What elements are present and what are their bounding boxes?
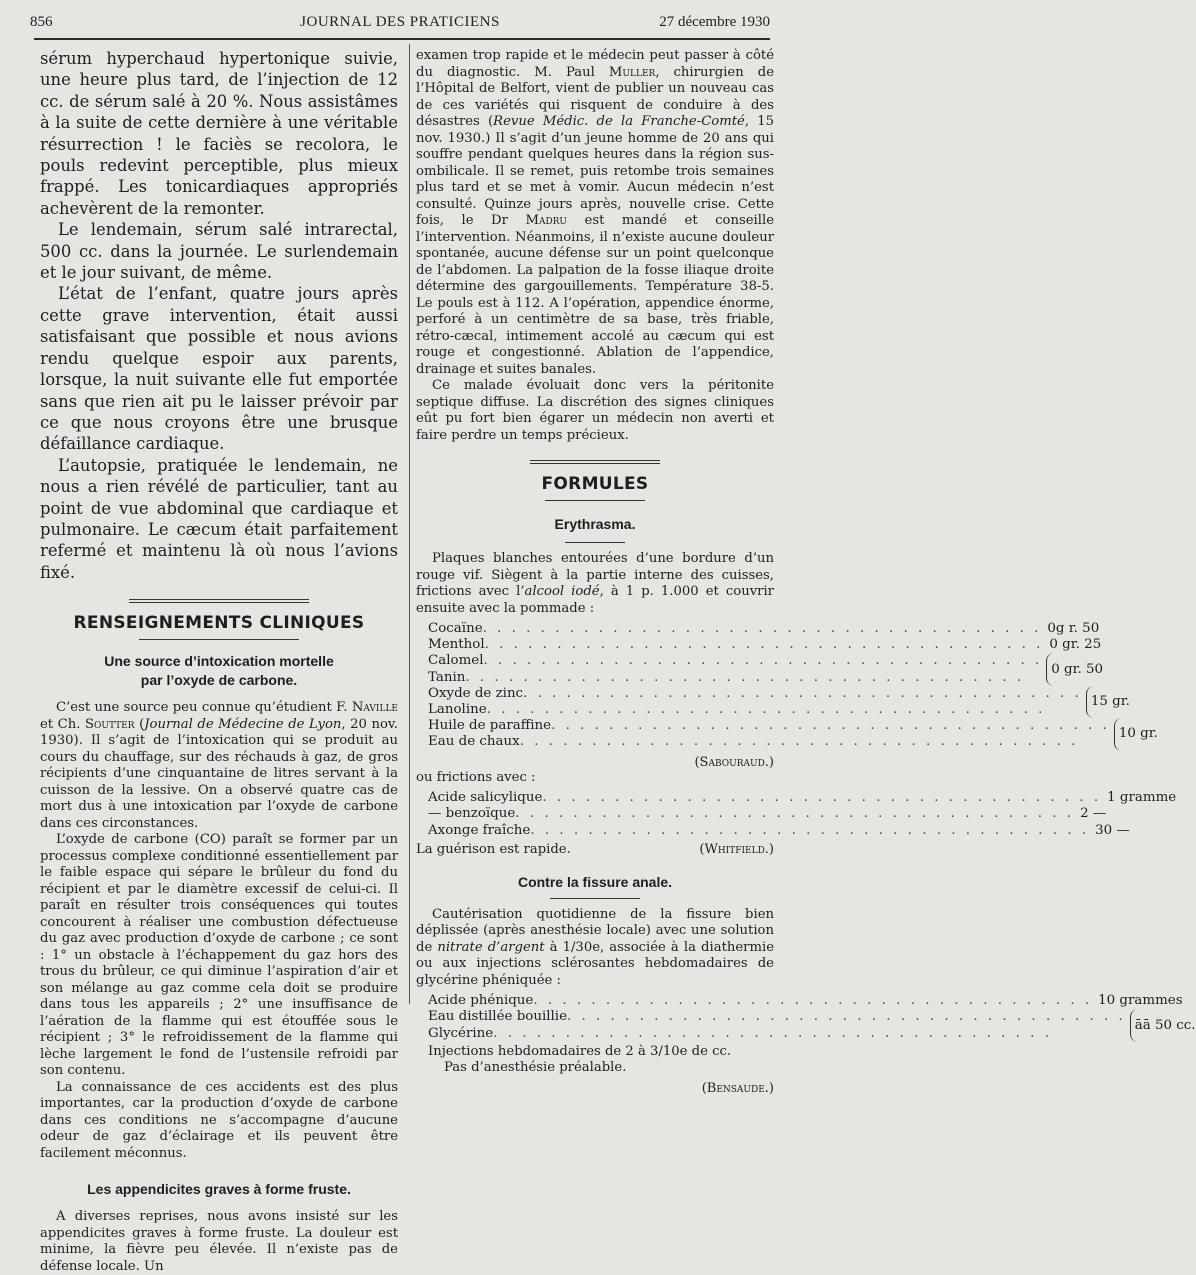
section-underline: [545, 500, 645, 501]
article-appendicites: [40, 1209, 398, 1275]
fissure-instructions: Injections hebdomadaires de 2 à 3/10e de cc. Pas d’anesthésie préalable.: [428, 1043, 732, 1076]
recipe-group: Eau distillée bouillie . . . Glycérine . . . āā 50 cc.: [428, 1009, 774, 1041]
article-appendicites-continued: [416, 48, 774, 444]
left-column: [40, 48, 398, 1275]
section-divider: [129, 599, 309, 603]
running-header: [30, 14, 770, 36]
recipe-row: Acide salicylique . . . 1 gramme: [428, 790, 774, 806]
section-divider: [530, 460, 660, 464]
paragraph: L’oxyde de carbone (CO) paraît se former par un processus complexe conditionné essentiellement par le faible espace qui sépare le brûleur du fond du récipient et par le diamètre excessif de celui-ci. Il paraît en résulter trois conséquences qui toutes concourent à réaliser une combustion défectueuse du gaz avec production d’oxyde de carbone ; ce sont : 1° un obstacle à l’échappement du gaz hors des trous du brûleur, ce qui diminue l’aspiration d’air et son mélange au gaz comme cela doit se produire dans tous les appareils ; 2° une insuffisance de l’aération de la flamme qui est étouffée sous le récipient ; 3° le refroidissement de la flamme qui lèche largement le fond de l’ustensile refroidi par son contenu.: [40, 832, 398, 1079]
page-number: 856: [30, 14, 53, 30]
attribution-sabouraud: (Sabouraud.): [694, 754, 774, 770]
formula-erythrasma-intro: Plaques blanches entourées d’une bordure d’un rouge vif. Siègent à la partie interne des cuisses, frictions avec l’alcool iodé, à 1 p. 1.000 et couvrir ensuite avec la pommade :: [416, 551, 774, 616]
title-underline: [550, 898, 640, 899]
paragraph: C’est une source peu connue qu’étudient F. Naville et Ch. Soutter (Journal de Médecine de Lyon, 20 nov. 1930). Il s’agit de l’intoxication qui se produit au cours du chauffage, sur des réchauds à gaz, de gros récipients d’une cinquantaine de litres servant à la cuisson de la lessive. On a observé quatre cas de mort dus à une intoxication par l’oxyde de carbone dans ces circonstances.: [40, 700, 398, 831]
recipe-group: Huile de paraffine . . . Eau de chaux . . . 10 gr.: [428, 718, 774, 750]
article-title-intoxication: Une source d’intoxication mortelle par l’oxyde de carbone.: [104, 653, 334, 689]
article-intoxication: [40, 700, 398, 1162]
recipe-frictions: [428, 790, 1177, 839]
article-title-appendicites: Les appendicites graves à forme fruste.: [87, 1181, 351, 1198]
recipe-row: Cocaïne . . . 0g r. 50: [428, 621, 774, 637]
paragraph: L’autopsie, pratiquée le lendemain, ne nous a rien révélé de particulier, tant au point de vue abdominal que cardiaque et pulmonaire. Le cæcum était parfaitement refermé et maintenu là où nous l’avions fixé.: [40, 455, 398, 582]
formula-title-erythrasma: Erythrasma.: [554, 516, 636, 532]
attribution-bensaude: (Bensaude.): [701, 1080, 774, 1096]
paragraph: A diverses reprises, nous avons insisté sur les appendicites graves à forme fruste. La douleur est minime, la fièvre peu élevée. Il n’existe pas de défense locale. Un: [40, 1209, 398, 1274]
recipe-group: Calomel . . . Tanin . . . 0 gr. 50: [428, 653, 774, 685]
paragraph: Le lendemain, sérum salé intrarectal, 500 cc. dans la journée. Le surlendemain et le jour suivant, de même.: [40, 220, 398, 283]
issue-date: 27 décembre 1930: [659, 14, 770, 30]
recipe-group: Oxyde de zinc . . . Lanoline . . . 15 gr.: [428, 686, 774, 718]
paragraph: sérum hyperchaud hypertonique suivie, une heure plus tard, de l’injection de 12 cc. de sérum salé à 20 %. Nous assistâmes à la suite de cette dernière à une véritable résurrection ! le faciès se recolora, le pouls redevint perceptible, plus mieux frappé. Les tonicardiaques appropriés achevèrent de la remonter.: [40, 49, 398, 218]
column-rule: [409, 44, 410, 1004]
section-title-formules: FORMULES: [541, 474, 649, 494]
recipe-row: — benzoïque . . . 2 —: [428, 806, 774, 822]
header-rule: [34, 38, 770, 40]
section-title-renseignements: RENSEIGNEMENTS CLINIQUES: [73, 613, 365, 634]
formula-fissure-intro: Cautérisation quotidienne de la fissure bien déplissée (après anesthésie locale) avec une solution de nitrate d’argent à 1/30e, associée à la diathermie ou aux injections sclérosantes hebdomadaires de glycérine phéniquée :: [416, 906, 774, 988]
paragraph: examen trop rapide et le médecin peut passer à côté du diagnostic. M. Paul Muller, chirurgien de l’Hôpital de Belfort, vient de publier un nouveau cas de ces variétés qui risquent de conduire à des désastres (Revue Médic. de la Franche-Comté, 15 nov. 1930.) Il s’agit d’un jeune homme de 20 ans qui souffre pendant quelques heures dans la région sus-ombilicale. Il se remet, puis retombe trois semaines plus tard et se met à vomir. Aucun médecin n’est consulté. Quinze jours après, nouvelle crise. Cette fois, le Dr Madru est mandé et conseille l’intervention. Néanmoins, il n’existe aucune douleur spontanée, aucune défense sur un point quelconque de l’abdomen. La palpation de la fosse iliaque droite détermine des gargouillements. Température 38-5. Le pouls est à 112. A l’opération, appendice énorme, perforé à un centimètre de sa base, très friable, rétro-cæcal, intimement accolé au cæcum qui est rouge et congestionné. Ablation de l’appendice, drainage et suites banales.: [416, 48, 775, 377]
right-column: [416, 48, 1196, 1096]
recipe-row: Acide phénique . . . 10 grammes: [428, 993, 774, 1009]
journal-title: JOURNAL DES PRATICIENS: [300, 14, 500, 30]
recipe-fissure: [428, 993, 1196, 1042]
recipe-row: Axonge fraîche . . . 30 —: [428, 823, 774, 839]
or-frictions: ou frictions avec :: [416, 769, 536, 785]
paragraph: L’état de l’enfant, quatre jours après cette grave intervention, était aussi satisfaisant que possible et nous avions rendu quelque espoir aux parents, lorsque, la nuit suivante elle fut emportée sans que rien ait pu le laisser prévoir par ce que nous croyons être une brusque défaillance cardiaque.: [40, 284, 398, 454]
title-underline: [565, 542, 625, 543]
formula-title-fissure: Contre la fissure anale.: [517, 873, 673, 890]
erythrasma-closing: La guérison est rapide. (Whitfield.): [416, 841, 774, 857]
paragraph: Ce malade évoluait donc vers la péritonite septique diffuse. La discrétion des signes cliniques eût pu fort bien égarer un médecin non averti et faire perdre un temps précieux.: [416, 378, 774, 443]
recipe-erythrasma: [428, 621, 1158, 751]
section-underline: [139, 639, 299, 640]
paragraph: La connaissance de ces accidents est des plus importantes, car la production d’oxyde de carbone dans ces conditions ne s’accompagne d’aucune odeur de gaz d’éclairage et ils peuvent être facilement méconnus.: [40, 1079, 398, 1161]
case-report-end: [40, 48, 398, 583]
recipe-row: Menthol . . . 0 gr. 25: [428, 637, 774, 653]
